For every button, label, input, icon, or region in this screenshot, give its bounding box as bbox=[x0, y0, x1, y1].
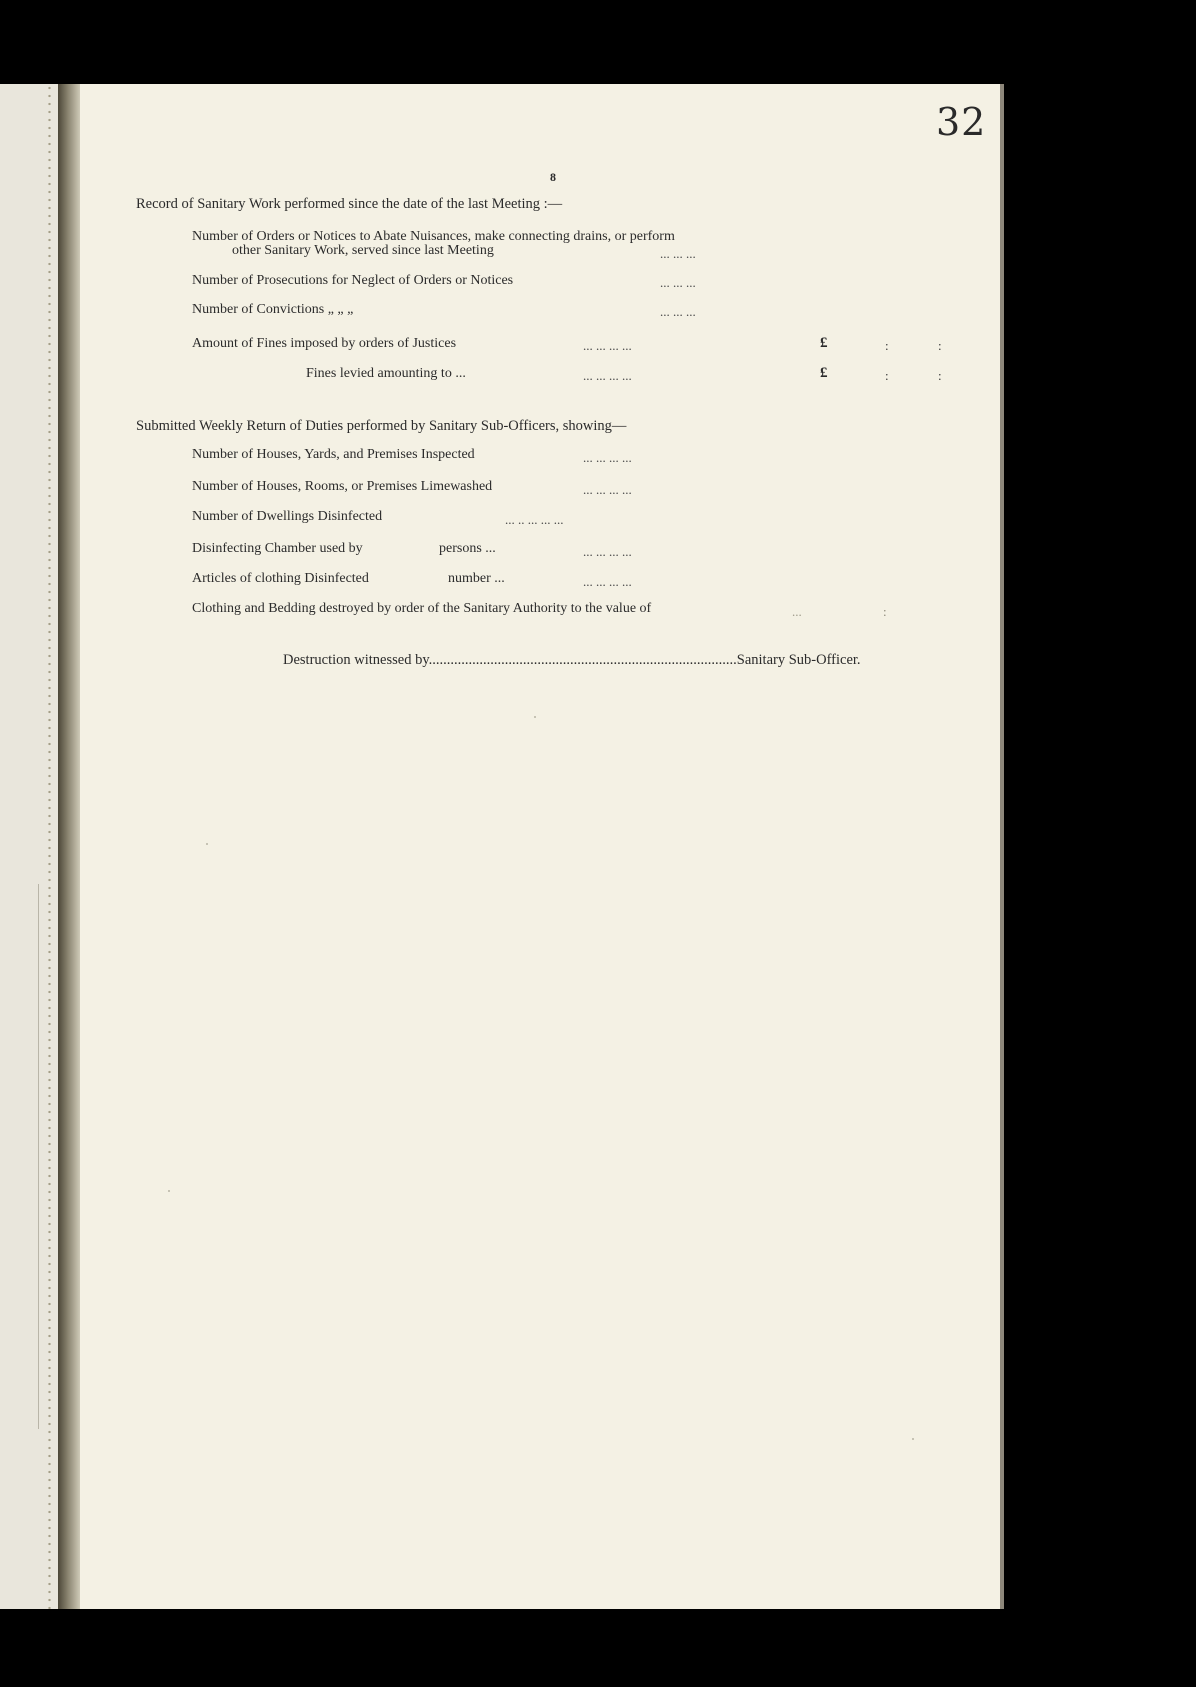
return-item-clothing: Articles of clothing Disinfected bbox=[192, 571, 369, 586]
record-fines-levied-colon-2: : bbox=[938, 368, 942, 383]
record-orders-leader: ... ... ... bbox=[660, 246, 696, 261]
folio-number: 32 bbox=[936, 100, 987, 144]
record-item-orders-line1: Number of Orders or Notices to Abate Nuisances, make connecting drains, or perform bbox=[192, 229, 675, 244]
return-clothing-leader: ... ... ... ... bbox=[583, 574, 632, 589]
record-fines-imposed-pound: £ bbox=[820, 335, 828, 351]
return-dwellings-leader: ... .. ... ... ... bbox=[505, 512, 564, 527]
return-bedding-leader: ... bbox=[792, 604, 802, 619]
record-heading: Record of Sanitary Work performed since the date of the last Meeting :— bbox=[136, 196, 563, 212]
page-number: 8 bbox=[550, 170, 556, 184]
return-item-inspected: Number of Houses, Yards, and Premises Inspected bbox=[192, 447, 475, 462]
record-fines-levied-pound: £ bbox=[820, 365, 828, 381]
return-inspected-leader: ... ... ... ... bbox=[583, 450, 632, 465]
record-item-orders-line2: other Sanitary Work, served since last Meeting bbox=[232, 243, 494, 258]
return-chamber-leader: ... ... ... ... bbox=[583, 544, 632, 559]
return-clothing-number: number ... bbox=[448, 571, 505, 586]
return-limewashed-leader: ... ... ... ... bbox=[583, 482, 632, 497]
page-edge bbox=[1000, 84, 1004, 1609]
return-heading: Submitted Weekly Return of Duties performed by Sanitary Sub-Officers, showing— bbox=[136, 418, 627, 434]
previous-page-edge bbox=[0, 84, 58, 1609]
record-item-fines-levied: Fines levied amounting to ... bbox=[306, 366, 466, 381]
record-fines-imposed-colon-2: : bbox=[938, 338, 942, 353]
record-convictions-leader: ... ... ... bbox=[660, 304, 696, 319]
paper-speck bbox=[206, 843, 208, 845]
return-chamber-persons: persons ... bbox=[439, 541, 496, 556]
destruction-label: Destruction witnessed by bbox=[283, 652, 429, 668]
record-item-prosecutions: Number of Prosecutions for Neglect of Orders or Notices bbox=[192, 273, 514, 288]
perforation-line bbox=[48, 84, 51, 1609]
paper-speck bbox=[912, 1438, 914, 1440]
return-item-limewashed: Number of Houses, Rooms, or Premises Limewashed bbox=[192, 479, 493, 494]
previous-page-rule bbox=[38, 884, 39, 1429]
record-prosecutions-leader: ... ... ... bbox=[660, 275, 696, 290]
binding-gutter bbox=[58, 84, 80, 1609]
destruction-suffix: Sanitary Sub-Officer. bbox=[736, 652, 861, 668]
return-item-dwellings: Number of Dwellings Disinfected bbox=[192, 509, 383, 524]
destruction-line bbox=[283, 652, 861, 669]
return-item-bedding: Clothing and Bedding destroyed by order of the Sanitary Authority to the value of bbox=[192, 601, 652, 616]
return-item-chamber: Disinfecting Chamber used by bbox=[192, 541, 363, 556]
record-fines-levied-leader: ... ... ... ... bbox=[583, 368, 632, 383]
paper-speck bbox=[168, 1190, 170, 1192]
destruction-fill: ..................................................................................... bbox=[428, 652, 737, 668]
record-fines-imposed-leader: ... ... ... ... bbox=[583, 338, 632, 353]
record-item-convictions: Number of Convictions „ „ „ bbox=[192, 302, 354, 317]
paper-speck bbox=[534, 716, 536, 718]
return-bedding-colon: : bbox=[883, 604, 887, 619]
record-item-fines-imposed: Amount of Fines imposed by orders of Justices bbox=[192, 336, 457, 351]
record-fines-levied-colon-1: : bbox=[885, 368, 889, 383]
record-fines-imposed-colon-1: : bbox=[885, 338, 889, 353]
